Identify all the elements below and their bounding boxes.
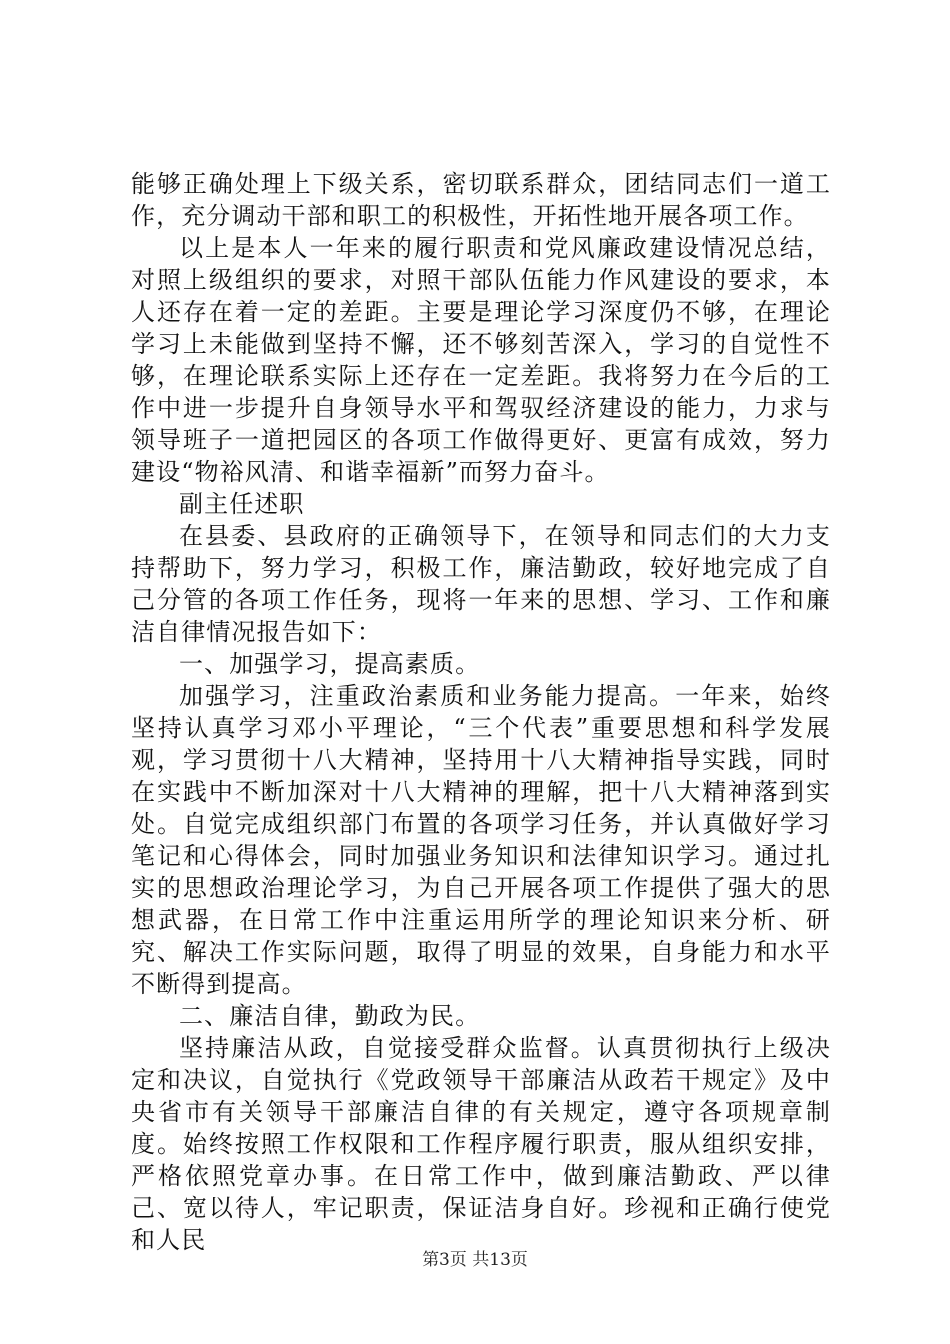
section-heading-integrity: 二、廉洁自律，勤政为民。 bbox=[179, 1002, 481, 1030]
section-heading-study: 一、加强学习，提高素质。 bbox=[179, 650, 481, 678]
document-body bbox=[131, 168, 831, 1256]
paragraph-4: 加强学习，注重政治素质和业务能力提高。一年来，始终坚持认真学习邓小平理论，“三个代表”重要思想和科学发展观，学习贯彻十八大精神，坚持用十八大精神指导实践，同时在实践中不断加深对十八大精神的理解，把十八大精神落到实处。自觉完成组织部门布置的各项学习任务，并认真做好学习笔记和心得体会，同时加强业务知识和法律知识学习。通过扎实的思想政治理论学习，为自己开展各项工作提供了强大的思想武器，在日常工作中注重运用所学的理论知识来分析、研究、解决工作实际问题，取得了明显的效果，自身能力和水平不断得到提高。 bbox=[131, 682, 831, 998]
paragraph-1: 能够正确处理上下级关系，密切联系群众，团结同志们一道工作，充分调动干部和职工的积极性，开拓性地开展各项工作。 bbox=[131, 170, 831, 230]
paragraph-3: 在县委、县政府的正确领导下，在领导和同志们的大力支持帮助下，努力学习，积极工作，廉洁勤政，较好地完成了自己分管的各项工作任务，现将一年来的思想、学习、工作和廉洁自律情况报告如下： bbox=[131, 522, 831, 646]
section-heading-vice-director-report: 副主任述职 bbox=[179, 490, 305, 518]
page-number-footer: 第3页 共13页 bbox=[422, 1250, 528, 1270]
paragraph-2: 以上是本人一年来的履行职责和党风廉政建设情况总结，对照上级组织的要求，对照干部队伍能力作风建设的要求，本人还存在着一定的差距。主要是理论学习深度仍不够，在理论学习上未能做到坚持不懈，还不够刻苦深入，学习的自觉性不够，在理论联系实际上还存在一定差距。我将努力在今后的工作中进一步提升自身领导水平和驾驭经济建设的能力，力求与领导班子一道把园区的各项工作做得更好、更富有成效，努力建设“物裕风清、和谐幸福新”而努力奋斗。 bbox=[131, 234, 831, 486]
paragraph-5: 坚持廉洁从政，自觉接受群众监督。认真贯彻执行上级决定和决议，自觉执行《党政领导干部廉洁从政若干规定》及中央省市有关领导干部廉洁自律的有关规定，遵守各项规章制度。始终按照工作权限和工作程序履行职责，服从组织安排，严格依照党章办事。在日常工作中，做到廉洁勤政、严以律己、宽以待人，牢记职责，保证洁身自好。珍视和正确行使党和人民 bbox=[131, 1034, 831, 1254]
